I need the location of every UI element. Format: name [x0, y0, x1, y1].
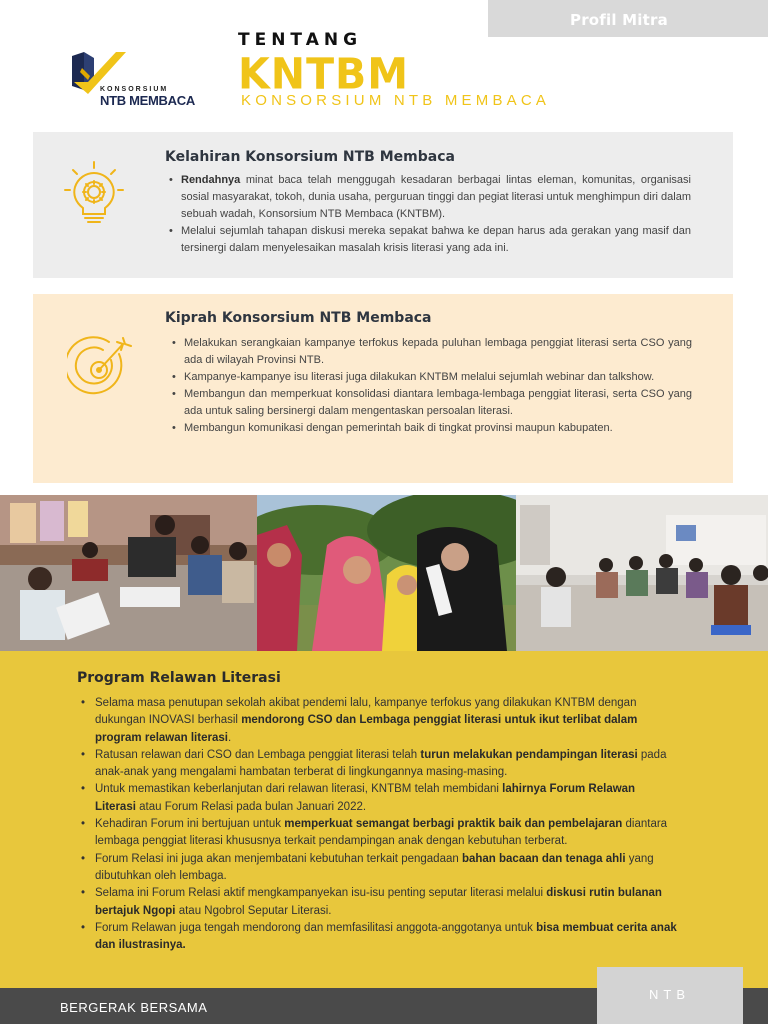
list-item-text: Forum Relawan juga tengah mendorong dan memfasilitasi anggota-anggotanya untuk	[95, 921, 537, 934]
title-subtitle: KONSORSIUM NTB MEMBACA	[241, 92, 551, 109]
list-item	[79, 920, 679, 955]
photo-girls-outdoor	[257, 495, 516, 651]
list-item-text: atau Ngobrol Seputar Literasi.	[175, 904, 332, 917]
list-item-bold: lahirnya Forum Relawan Literasi	[95, 783, 636, 813]
kelahiran-list	[165, 172, 691, 257]
list-item-text: Selama masa penutupan sekolah akibat pendemi lalu, kampanye terfokus yang dilakukan KNTBM dengan dukungan INOVASI berhasil	[95, 697, 637, 727]
list-item-bold: bahan bacaan dan tenaga ahli	[461, 852, 626, 865]
list-item-text: Selama ini Forum Relasi aktif mengkampanyekan isu-isu penting seputar literasi melalui	[95, 887, 547, 900]
list-item: • Kampanye-kampanye isu literasi juga dilakukan KNTBM melalui sejumlah webinar dan talkshow.	[168, 369, 692, 386]
list-item	[79, 851, 679, 886]
list-item-text: minat baca telah menggugah kesadaran berbagai lintas eleman, komunitas, organisasi sosial masyarakat, tokoh, dunia usaha, perguruan tinggi dan pegiat literasi untuk menghimpun diri dalam sebuah wadah, Konsorsium NTB Membaca (KNTBM).	[181, 174, 691, 220]
list-item-bold: diskusi rutin bulanan bertajuk Ngopi	[95, 887, 662, 917]
profil-mitra-tab	[488, 0, 768, 37]
kelahiran-title: Kelahiran Konsorsium NTB Membaca	[165, 149, 455, 165]
list-item-text: atau Forum Relasi pada bulan Januari 2022.	[135, 800, 367, 813]
footer-ntb-box	[597, 967, 743, 1024]
list-item	[79, 816, 679, 851]
target-arrow-icon	[67, 332, 133, 398]
list-item	[79, 695, 679, 747]
list-item-text: diantara lembaga penggiat literasi khususnya terkait pendampingan anak dengan kebutuhan terberat.	[95, 818, 668, 848]
list-item-text: Ratusan relawan dari CSO dan Lembaga penggiat literasi telah	[95, 748, 421, 761]
list-item-text: Untuk memastikan keberlanjutan dari relawan literasi, KNTBM telah membidani	[95, 783, 503, 796]
lightbulb-gear-icon	[61, 160, 127, 226]
footer-ntb-label: NTB	[649, 987, 690, 1002]
list-item: • Melakukan serangkaian kampanye terfokus kepada puluhan lembaga penggiat literasi serta CSO yang ada di wilayah Provinsi NTB.	[168, 335, 692, 369]
title-tentang: TENTANG	[238, 30, 363, 50]
section-kelahiran	[33, 132, 733, 278]
list-item	[79, 885, 679, 920]
list-item-text: .	[227, 731, 232, 744]
list-item-bold: mendorong CSO dan Lembaga penggiat literasi untuk ikut terlibat dalam program relawan literasi	[95, 714, 638, 744]
list-item-text: pada anak-anak yang mengalami hambatan terberat di lingkungannya masing-masing.	[95, 748, 667, 779]
list-item-bold: Rendahnya	[181, 174, 241, 186]
kiprah-list	[168, 335, 692, 437]
kntbm-logo	[70, 48, 220, 110]
list-item: • Melalui sejumlah tahapan diskusi mereka sepakat bahwa ke depan harus ada gerakan yang masif dan tersinergi dalam menyelesaikan masalah krisis literasi yang ada ini.	[165, 223, 691, 257]
footer-slogan: BERGERAK BERSAMA	[60, 1000, 208, 1015]
photo-strip	[0, 495, 768, 651]
photo-children-reading	[0, 495, 257, 651]
list-item-bold: memperkuat semangat berbagi praktik baik dan pembelajaran	[284, 818, 623, 831]
list-item	[79, 781, 679, 816]
logo-small-text: KONSORSIUM	[100, 86, 169, 93]
program-title: Program Relawan Literasi	[77, 670, 281, 686]
list-item-text: Kehadiran Forum ini bertujuan untuk	[95, 818, 285, 831]
list-item-bold: turun melakukan pendampingan literasi	[420, 748, 638, 761]
title-kntbm: KNTBM	[238, 48, 410, 100]
list-item	[79, 747, 679, 782]
profil-mitra-label: Profil Mitra	[570, 11, 668, 29]
kiprah-title: Kiprah Konsorsium NTB Membaca	[165, 310, 432, 326]
list-item	[165, 172, 691, 223]
list-item: • Membangun komunikasi dengan pemerintah baik di tingkat provinsi maupun kabupaten.	[168, 420, 692, 437]
list-item: • Membangun dan memperkuat konsolidasi diantara lembaga-lembaga penggiat literasi, serta CSO yang ada untuk saling bersinergi dalam mengentaskan persoalan literasi.	[168, 386, 692, 420]
list-item-bold: bisa membuat cerita anak dan ilustrasinya.	[95, 921, 677, 952]
list-item-text: Forum Relasi ini juga akan menjembatani kebutuhan terkait pengadaan	[95, 852, 462, 865]
list-item-text: yang dibutuhkan oleh lembaga.	[95, 852, 654, 882]
logo-main-text: NTB MEMBACA	[100, 93, 195, 108]
photo-meeting-room	[516, 495, 768, 651]
section-kiprah	[33, 294, 733, 483]
program-list	[79, 695, 679, 954]
